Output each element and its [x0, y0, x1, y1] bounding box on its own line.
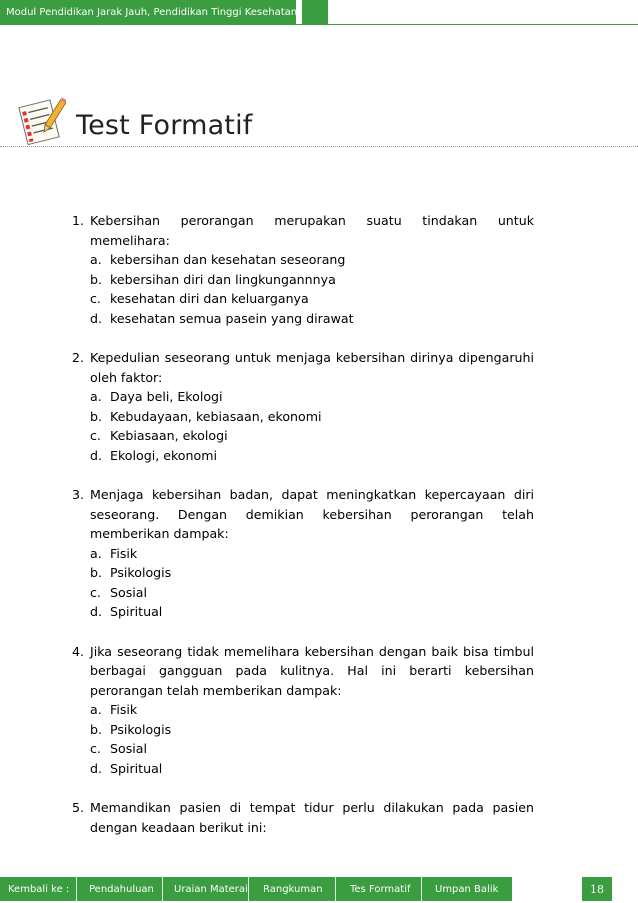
option-letter: d.	[90, 604, 102, 619]
option-letter: b.	[90, 271, 102, 287]
option-letter: d.	[90, 760, 102, 776]
question-item	[72, 348, 534, 465]
nav-link-rangkuman[interactable]: Rangkuman	[263, 883, 323, 895]
nav-link-pendahuluan[interactable]: Pendahuluan	[89, 883, 154, 895]
option-item	[90, 407, 534, 427]
header-accent-block	[302, 0, 328, 24]
option-letter: c.	[90, 291, 101, 306]
option-item	[90, 446, 534, 466]
question-number: 4.	[72, 643, 85, 659]
option-item	[90, 563, 534, 583]
option-item	[90, 602, 534, 622]
question-number: 3.	[72, 487, 85, 502]
question-number: 2.	[72, 350, 85, 365]
option-item	[90, 309, 534, 329]
option-text: kesehatan semua pasein yang dirawat	[110, 310, 354, 326]
option-item	[90, 270, 534, 290]
title-dotted-rule	[0, 146, 638, 147]
back-to-label: Kembali ke :	[8, 883, 70, 895]
question-number: 1.	[72, 213, 85, 228]
option-item	[90, 387, 534, 407]
option-text: Fisik	[110, 545, 138, 561]
nav-divider	[421, 877, 422, 901]
option-text: Spiritual	[110, 760, 163, 776]
option-text: Fisik	[110, 702, 138, 717]
module-title-bar	[0, 0, 296, 24]
option-list	[90, 700, 534, 778]
question-text: Menjaga kebersihan badan, dapat meningkatkan kepercayaan diri seseorang. Dengan demikian kebersihan perorangan telah memberikan dampak:	[90, 487, 534, 541]
option-item	[90, 759, 534, 779]
option-list	[90, 250, 534, 328]
option-letter: d.	[90, 447, 102, 463]
nav-divider	[248, 877, 249, 901]
footer-nav-bar	[0, 877, 512, 901]
header-rule	[0, 24, 638, 25]
nav-divider	[162, 877, 163, 901]
option-text: Psikologis	[110, 721, 172, 737]
module-title: Modul Pendidikan Jarak Jauh, Pendidikan Tinggi Kesehatan	[6, 6, 298, 18]
question-text: Kepedulian seseorang untuk menjaga kebersihan dirinya dipengaruhi oleh faktor:	[90, 350, 534, 385]
option-letter: c.	[90, 584, 101, 600]
option-letter: b.	[90, 408, 102, 424]
page-number: 18	[582, 877, 612, 901]
nav-divider	[76, 877, 77, 901]
question-text: Kebersihan perorangan merupakan suatu tindakan untuk memelihara:	[90, 213, 534, 248]
option-text: Psikologis	[110, 565, 172, 580]
option-item	[90, 739, 534, 759]
option-item	[90, 583, 534, 603]
option-text: Spiritual	[110, 604, 163, 619]
checklist-pencil-icon	[16, 96, 66, 146]
question-item	[72, 798, 534, 837]
option-letter: a.	[90, 252, 102, 267]
option-text: Sosial	[110, 584, 147, 600]
option-item	[90, 426, 534, 446]
option-list	[90, 387, 534, 465]
option-letter: d.	[90, 310, 102, 326]
option-list	[90, 544, 534, 622]
option-text: Kebudayaan, kebiasaan, ekonomi	[110, 408, 322, 424]
nav-divider	[335, 877, 336, 901]
question-item	[72, 211, 534, 328]
page-title: Test Formatif	[76, 110, 253, 141]
option-letter: a.	[90, 389, 102, 404]
option-text: kebersihan diri dan lingkungannnya	[110, 271, 336, 287]
question-text: Jika seseorang tidak memelihara kebersihan dengan baik bisa timbul berbagai gangguan pada kulitnya. Hal ini berarti kebersihan perorangan telah memberikan dampak:	[90, 643, 534, 698]
option-text: Ekologi, ekonomi	[110, 447, 217, 463]
option-item	[90, 700, 534, 720]
option-item	[90, 289, 534, 309]
nav-link-tes-formatif[interactable]: Tes Formatif	[350, 883, 411, 895]
option-item	[90, 720, 534, 740]
option-text: Daya beli, Ekologi	[110, 389, 223, 404]
question-item	[72, 485, 534, 622]
nav-link-umpan-balik[interactable]: Umpan Balik	[435, 883, 499, 895]
question-item	[72, 642, 534, 779]
option-letter: b.	[90, 565, 102, 580]
option-letter: c.	[90, 428, 101, 443]
option-text: kesehatan diri dan keluarganya	[110, 291, 309, 306]
option-letter: a.	[90, 702, 102, 717]
question-list	[72, 211, 534, 857]
nav-link-uraian-materai[interactable]: Uraian Materai	[174, 883, 248, 895]
option-text: kebersihan dan kesehatan seseorang	[110, 252, 346, 267]
question-text: Memandikan pasien di tempat tidur perlu dilakukan pada pasien dengan keadaan berikut ini:	[90, 800, 534, 835]
question-number: 5.	[72, 800, 85, 815]
option-text: Sosial	[110, 741, 147, 756]
option-text: Kebiasaan, ekologi	[110, 428, 228, 443]
option-letter: b.	[90, 721, 102, 737]
option-letter: a.	[90, 545, 102, 561]
option-item	[90, 250, 534, 270]
option-item	[90, 544, 534, 564]
option-letter: c.	[90, 741, 101, 756]
